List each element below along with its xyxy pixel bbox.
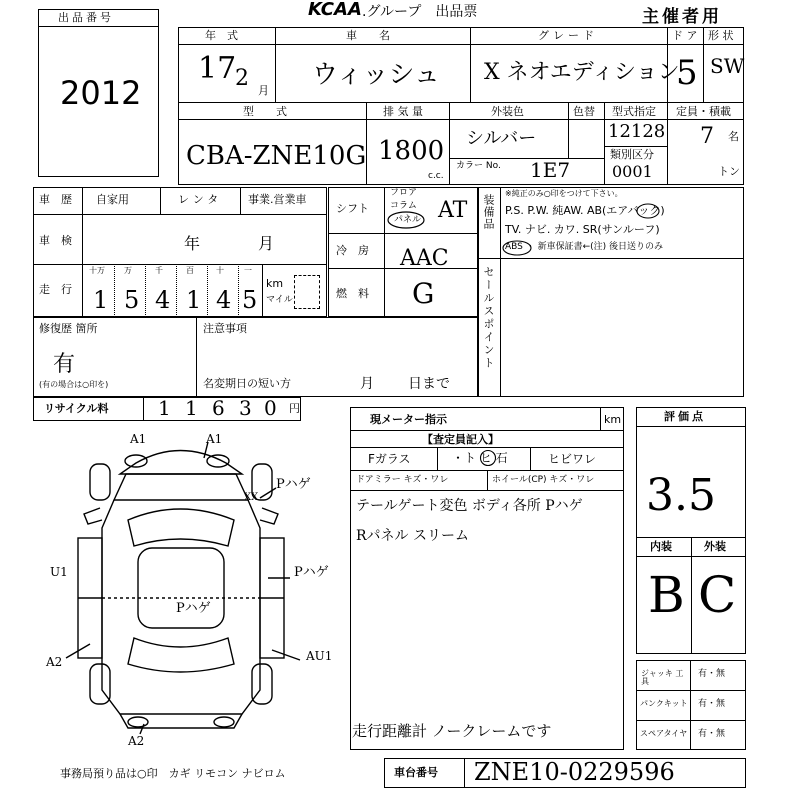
type-spec-value: 12128: [608, 121, 666, 142]
kcaa-logo: KCAA: [308, 0, 362, 20]
class-label: 類別区分: [610, 148, 654, 161]
displacement-value: 1800: [378, 136, 445, 166]
meter-unit: km: [604, 413, 622, 426]
diagram-mark: A2: [46, 655, 63, 669]
interior-label: 内装: [650, 540, 672, 553]
recycle-digit: 3: [239, 396, 252, 420]
color-no-label: カラー No.: [456, 161, 501, 171]
diagram-mark: XX: [244, 492, 259, 503]
chassis-number: ZNE10-0229596: [474, 758, 675, 786]
inspection-note: テールゲート変色 ボディ各所 Pハゲ: [356, 498, 583, 514]
door-value: 5: [676, 53, 698, 93]
airbag-circle-mark: [636, 203, 660, 219]
mileage-unit-10: 十: [216, 266, 224, 275]
car-damage-diagram: [28, 428, 328, 748]
car-name-value: ウィッシュ: [312, 60, 440, 90]
diagram-mark: A1: [206, 432, 223, 446]
equipment-line-3: ABS ・ 新車保証書←(注) 後日送りのみ: [505, 242, 664, 252]
inspection-footer-note: 走行距離計 ノークレームです: [352, 722, 552, 740]
equipment-line-1: P.S. P.W. 純AW. AB(エアバック): [505, 204, 665, 217]
displacement-unit: c.c.: [428, 171, 444, 181]
mileage-unit-1: 一: [244, 266, 252, 275]
equipment-block: [478, 187, 744, 397]
attention-label: 注意事項: [203, 322, 247, 335]
mileage-digit: 5: [242, 286, 258, 314]
mileage-digit: 4: [216, 286, 232, 314]
model-value: CBA-ZNE10G: [186, 141, 367, 171]
fuel-label: 燃 料: [336, 287, 369, 300]
equipment-note: ※純正のみ○印をつけて下さい。: [505, 189, 623, 198]
mileage-digit: 5: [124, 286, 140, 314]
diagram-mark: Pハゲ: [176, 601, 211, 616]
type-spec-label: 型式指定: [612, 105, 656, 118]
tool-label-spare-tire: スペアタイヤ: [640, 729, 688, 738]
tool-opts-spare-tire: 有・無: [698, 729, 726, 739]
mileage-label: 走 行: [39, 283, 72, 296]
exterior-label: 外装: [704, 540, 726, 553]
shift-value: AT: [438, 198, 468, 223]
tool-label-puncture-kit: パンクキット: [640, 699, 688, 708]
capacity-value: 7: [700, 124, 714, 149]
recycle-digit: 0: [264, 396, 277, 420]
abs-circle-mark: [502, 240, 532, 256]
shift-floor: フロア: [390, 188, 418, 198]
body-label: 形 状: [708, 29, 734, 42]
class-value: 0001: [612, 162, 653, 181]
lot-number-label: 出品番号: [58, 11, 114, 24]
month-value: 2: [235, 66, 249, 91]
inspection-label: 車 検: [39, 234, 72, 247]
mileage-unit-100: 百: [186, 266, 194, 275]
ext-color-value: シルバー: [466, 128, 537, 149]
recycle-unit: 円: [289, 402, 300, 415]
lot-number: 2012: [60, 74, 142, 112]
diagram-mark: Pハゲ: [294, 565, 329, 580]
shift-circle-mark: [387, 211, 427, 229]
mileage-unit-1k: 千: [155, 266, 163, 275]
km-label: km: [266, 277, 284, 290]
sheet-title: .グループ 出品票: [362, 4, 478, 20]
name-change-day: 日まで: [408, 376, 450, 392]
score-label: 評価点: [664, 410, 706, 423]
color-no-value: 1E7: [530, 158, 571, 182]
mileage-digit: 1: [186, 286, 202, 314]
inspection-note: Rパネル スリーム: [356, 528, 469, 544]
shift-label: シフト: [336, 202, 369, 215]
mile-label: マイル: [266, 295, 293, 305]
inspector-label: 【査定員記入】: [422, 433, 499, 446]
diagram-mark: A1: [130, 432, 147, 446]
shift-column: コラム: [390, 201, 417, 211]
history-private: 自家用: [96, 193, 129, 206]
model-label: 型 式: [243, 105, 287, 118]
diagram-mark: AU1: [306, 649, 333, 663]
displacement-label: 排 気 量: [383, 105, 423, 118]
host-use-label: 主催者用: [642, 7, 722, 27]
recycle-digit: 1: [158, 396, 171, 420]
name-change-month: 月: [360, 376, 374, 392]
door-mirror-label: ドアミラー キズ・ワレ: [356, 475, 449, 485]
recycle-digit: 1: [185, 396, 198, 420]
crack-label: ヒビワレ: [548, 452, 597, 466]
glass-marks: ・ト ヒ 石: [452, 451, 508, 465]
glass-label: Fガラス: [368, 452, 411, 466]
diagram-mark: A2: [128, 734, 145, 748]
tool-opts-puncture-kit: 有・無: [698, 699, 726, 709]
history-label: 車 歴: [39, 193, 72, 206]
repair-history-value: 有: [53, 352, 76, 377]
mileage-unit-10k: 万: [124, 266, 132, 275]
tool-label-jack: ジャッキ 工具: [641, 669, 684, 686]
sales-point-label: セールスポイント: [482, 266, 495, 370]
recycle-label: リサイクル料: [44, 402, 109, 415]
color-change-label: 色替: [573, 105, 595, 118]
name-change-label: 名変期日の短い方: [203, 377, 291, 390]
inspection-month: 月: [258, 234, 275, 253]
chassis-label: 車台番号: [394, 766, 438, 779]
capacity-unit: 名: [728, 130, 739, 143]
shift-panel: パネル: [394, 215, 422, 225]
body-value: SW: [710, 54, 745, 78]
year-value: 17: [198, 51, 237, 86]
grade-value: X ネオエディション: [484, 60, 680, 85]
repair-history-note: (有の場合は○印を): [39, 380, 109, 389]
interior-value: B: [648, 566, 685, 624]
exterior-value: C: [698, 566, 737, 624]
glass-circle-mark: [479, 449, 497, 467]
fuel-value: G: [412, 277, 435, 310]
year-label: 年 式: [205, 29, 238, 42]
load-unit: トン: [718, 165, 740, 178]
grade-label: グレード: [538, 29, 598, 42]
recycle-digit: 6: [212, 396, 225, 420]
history-business: 事業.営業車: [248, 193, 307, 206]
repair-history-label: 修復歴 箇所: [39, 322, 98, 335]
equipment-label: 装備品: [482, 194, 495, 230]
meter-label: 現メーター指示: [370, 413, 447, 426]
inspection-year: 年: [184, 234, 201, 253]
mileage-digit: 1: [93, 286, 109, 314]
mileage-unit-100k: 十万: [89, 266, 105, 275]
history-rental: レンタ: [178, 193, 223, 206]
wheel-label: ホイール(CP) キズ・ワレ: [492, 475, 595, 485]
tool-opts-jack: 有・無: [698, 669, 726, 679]
mileage-digit: 4: [155, 286, 171, 314]
capacity-label: 定員・積載: [676, 105, 731, 118]
ac-value: AAC: [400, 246, 449, 271]
diagram-mark: Pハゲ: [276, 477, 311, 492]
ext-color-label: 外装色: [491, 105, 524, 118]
diagram-mark: U1: [50, 565, 68, 579]
car-name-label: 車 名: [346, 29, 390, 42]
score-value: 3.5: [646, 470, 716, 521]
equipment-line-2: TV. ナビ. カワ. SR(サンルーフ): [505, 223, 660, 236]
ac-label: 冷 房: [336, 244, 369, 257]
month-unit: 月: [258, 84, 269, 97]
office-note: 事務局預り品は○印 カギ リモコン ナビロム: [60, 767, 286, 780]
door-label: ド ア: [672, 29, 698, 42]
